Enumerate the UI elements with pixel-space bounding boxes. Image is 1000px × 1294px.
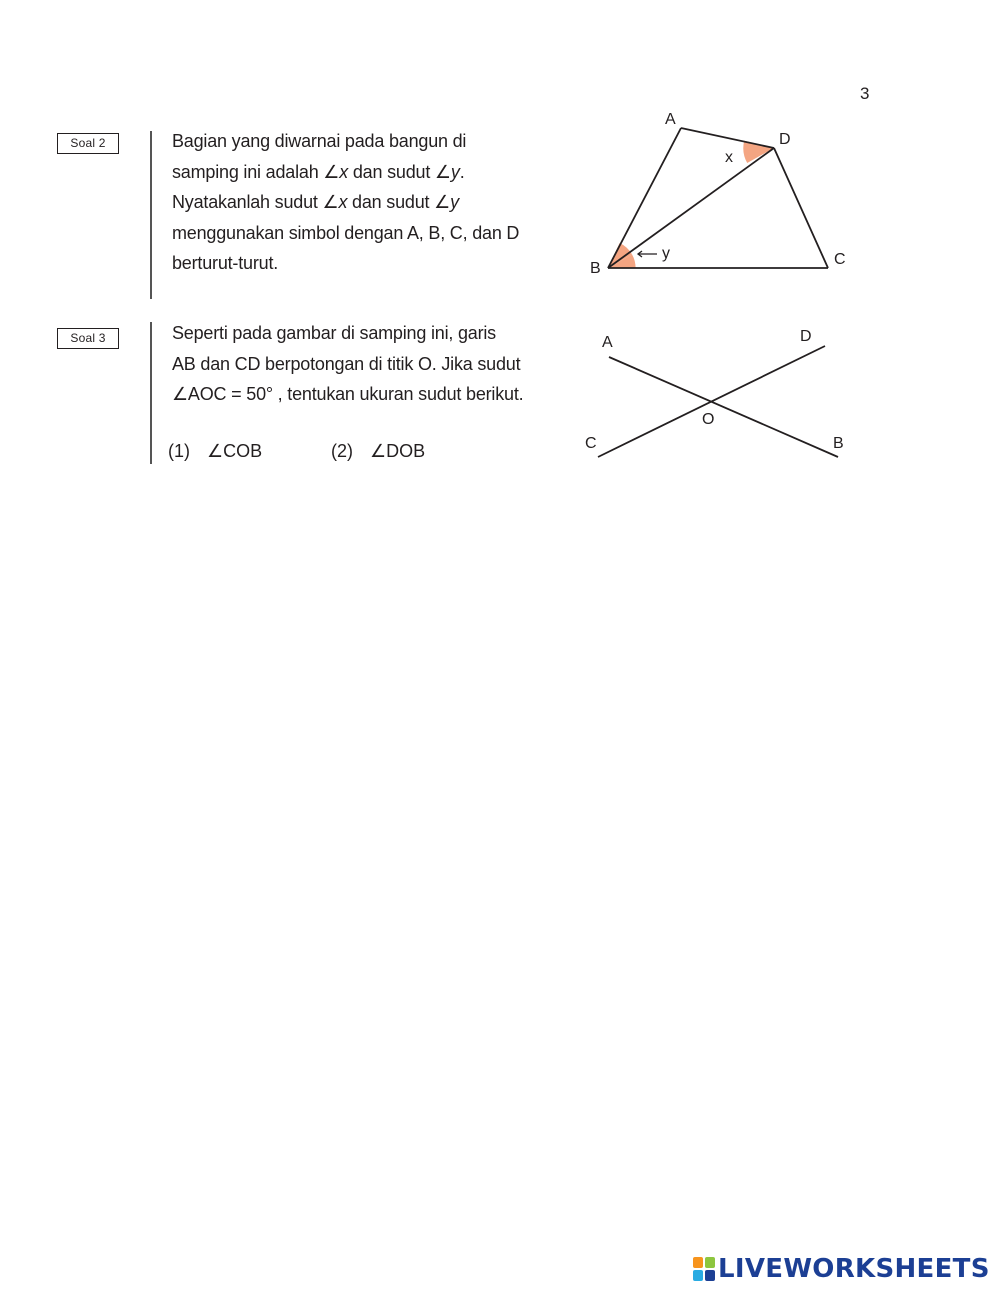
soal-3-text: [172, 318, 572, 410]
point-label-a: A: [602, 334, 613, 351]
soal-3-line-3: ∠AOC = 50° , tentukan ukuran sudut berikut.: [172, 384, 524, 404]
soal-2-line-5: berturut-turut.: [172, 253, 279, 273]
sub-question-2-number: (2): [331, 441, 353, 461]
vertex-label-d: D: [779, 131, 791, 148]
vertex-label-b: B: [590, 260, 601, 277]
angle-label-y: y: [662, 245, 670, 262]
liveworksheets-logo-text: LIVEWORKSHEETS: [718, 1254, 990, 1284]
page-number: 3: [860, 84, 870, 103]
soal-2-text: [172, 126, 572, 279]
line-cd: [598, 346, 825, 457]
soal-3-line-1: Seperti pada gambar di samping ini, garis: [172, 323, 496, 343]
line-ab: [609, 357, 838, 457]
soal-3-line-2: AB dan CD berpotongan di titik O. Jika sudut: [172, 353, 521, 374]
liveworksheets-logo-icon: [693, 1257, 715, 1281]
point-label-d: D: [800, 328, 812, 345]
vertex-label-a: A: [665, 111, 676, 128]
point-label-c: C: [585, 435, 597, 452]
soal-3-intersecting-lines-figure: [580, 322, 860, 472]
soal-2-quadrilateral-figure: [580, 100, 860, 290]
angle-label-x: x: [725, 149, 733, 166]
sub-question-2-angle: ∠DOB: [370, 441, 426, 461]
soal-3-label: Soal 3: [57, 328, 119, 349]
soal-2-divider: [150, 131, 152, 299]
vertex-label-c: C: [834, 251, 846, 268]
diagonal-bd: [608, 148, 774, 268]
intersecting-lines: [598, 346, 838, 457]
soal-2-line-3: Nyatakanlah sudut ∠x dan sudut ∠y: [172, 192, 459, 212]
soal-2-label: Soal 2: [57, 133, 119, 154]
soal-2-line-1: Bagian yang diwarnai pada bangun di: [172, 131, 467, 151]
point-label-b: B: [833, 435, 844, 452]
edge-dc: [774, 148, 828, 268]
soal-3-divider: [150, 322, 152, 464]
sub-question-2: [331, 441, 425, 462]
liveworksheets-logo[interactable]: [693, 1253, 990, 1285]
soal-2-line-2: samping ini adalah ∠x dan sudut ∠y.: [172, 161, 465, 182]
sub-question-1-number: (1): [168, 441, 190, 461]
sub-question-1: [168, 441, 262, 462]
quadrilateral-edges: [608, 128, 828, 268]
point-label-o: O: [702, 411, 715, 428]
sub-question-1-angle: ∠COB: [207, 441, 263, 461]
edge-ad: [681, 128, 774, 148]
edge-ba: [608, 128, 681, 268]
y-pointer-arrow: [638, 251, 657, 257]
soal-2-line-4: menggunakan simbol dengan A, B, C, dan D: [172, 222, 520, 243]
